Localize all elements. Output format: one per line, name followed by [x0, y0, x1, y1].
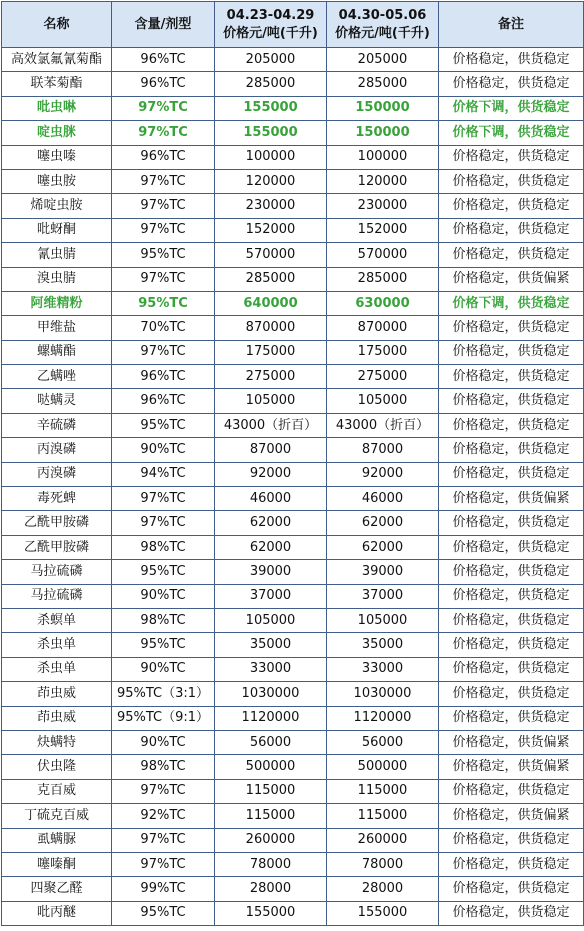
cell-name: 甲维盐 — [2, 316, 112, 340]
cell-spec: 97%TC — [112, 218, 215, 242]
cell-note: 价格稳定，供货稳定 — [439, 169, 584, 193]
table-row — [2, 584, 584, 608]
cell-price-week2: 500000 — [327, 755, 439, 779]
table-body — [2, 48, 584, 926]
cell-price-week1: 78000 — [215, 852, 327, 876]
cell-price-week2: 150000 — [327, 121, 439, 145]
cell-name: 炔螨特 — [2, 730, 112, 754]
cell-name: 吡丙醚 — [2, 901, 112, 925]
cell-name: 丁硫克百威 — [2, 804, 112, 828]
cell-note: 价格下调，供货稳定 — [439, 121, 584, 145]
cell-name: 马拉硫磷 — [2, 584, 112, 608]
cell-price-week1: 28000 — [215, 877, 327, 901]
cell-price-week2: 285000 — [327, 72, 439, 96]
cell-price-week2: 35000 — [327, 633, 439, 657]
cell-name: 联苯菊酯 — [2, 72, 112, 96]
cell-price-week2: 230000 — [327, 194, 439, 218]
cell-price-week2: 39000 — [327, 560, 439, 584]
cell-price-week2: 43000（折百） — [327, 413, 439, 437]
cell-spec: 90%TC — [112, 584, 215, 608]
table-row — [2, 145, 584, 169]
table-row — [2, 730, 584, 754]
table-row — [2, 72, 584, 96]
cell-price-week2: 1120000 — [327, 706, 439, 730]
cell-note: 价格稳定，供货稳定 — [439, 48, 584, 72]
cell-note: 价格稳定，供货稳定 — [439, 779, 584, 803]
cell-name: 茚虫威 — [2, 682, 112, 706]
table-row — [2, 121, 584, 145]
table-row — [2, 218, 584, 242]
cell-price-week1: 39000 — [215, 560, 327, 584]
cell-spec: 97%TC — [112, 340, 215, 364]
cell-name: 四聚乙醛 — [2, 877, 112, 901]
cell-name: 杀螟单 — [2, 608, 112, 632]
cell-price-week2: 1030000 — [327, 682, 439, 706]
cell-price-week2: 870000 — [327, 316, 439, 340]
cell-note: 价格稳定，供货稳定 — [439, 72, 584, 96]
cell-price-week2: 78000 — [327, 852, 439, 876]
cell-spec: 95%TC — [112, 413, 215, 437]
cell-name: 螺螨酯 — [2, 340, 112, 364]
cell-price-week1: 115000 — [215, 779, 327, 803]
cell-name: 烯啶虫胺 — [2, 194, 112, 218]
cell-price-week1: 56000 — [215, 730, 327, 754]
cell-name: 哒螨灵 — [2, 389, 112, 413]
cell-price-week1: 175000 — [215, 340, 327, 364]
cell-note: 价格稳定，供货偏紧 — [439, 804, 584, 828]
cell-price-week1: 1120000 — [215, 706, 327, 730]
cell-price-week2: 260000 — [327, 828, 439, 852]
cell-note: 价格稳定，供货稳定 — [439, 145, 584, 169]
cell-spec: 94%TC — [112, 462, 215, 486]
header-name: 名称 — [2, 2, 112, 48]
cell-name: 马拉硫磷 — [2, 560, 112, 584]
cell-note: 价格稳定，供货偏紧 — [439, 730, 584, 754]
cell-note: 价格稳定，供货偏紧 — [439, 487, 584, 511]
cell-spec: 97%TC — [112, 779, 215, 803]
cell-price-week2: 115000 — [327, 804, 439, 828]
cell-spec: 90%TC — [112, 438, 215, 462]
table-row — [2, 828, 584, 852]
cell-price-week2: 205000 — [327, 48, 439, 72]
cell-price-week2: 28000 — [327, 877, 439, 901]
table-row — [2, 291, 584, 315]
table-row — [2, 267, 584, 291]
cell-price-week1: 37000 — [215, 584, 327, 608]
cell-price-week1: 230000 — [215, 194, 327, 218]
cell-price-week2: 46000 — [327, 487, 439, 511]
table-row — [2, 438, 584, 462]
cell-name: 杀虫单 — [2, 657, 112, 681]
table-row — [2, 96, 584, 120]
cell-price-week1: 870000 — [215, 316, 327, 340]
cell-price-week1: 260000 — [215, 828, 327, 852]
cell-price-week1: 105000 — [215, 389, 327, 413]
cell-note: 价格稳定，供货稳定 — [439, 340, 584, 364]
table-row — [2, 511, 584, 535]
cell-price-week2: 120000 — [327, 169, 439, 193]
cell-price-week1: 87000 — [215, 438, 327, 462]
cell-price-week1: 155000 — [215, 121, 327, 145]
cell-spec: 70%TC — [112, 316, 215, 340]
cell-spec: 97%TC — [112, 194, 215, 218]
cell-spec: 97%TC — [112, 852, 215, 876]
cell-spec: 95%TC — [112, 291, 215, 315]
cell-spec: 95%TC（3:1） — [112, 682, 215, 706]
table-row — [2, 877, 584, 901]
table-row — [2, 48, 584, 72]
cell-note: 价格稳定，供货稳定 — [439, 584, 584, 608]
table-row — [2, 316, 584, 340]
cell-price-week2: 152000 — [327, 218, 439, 242]
table-row — [2, 608, 584, 632]
cell-spec: 97%TC — [112, 121, 215, 145]
cell-note: 价格稳定，供货稳定 — [439, 657, 584, 681]
cell-note: 价格稳定，供货稳定 — [439, 389, 584, 413]
cell-name: 茚虫威 — [2, 706, 112, 730]
cell-price-week2: 62000 — [327, 511, 439, 535]
cell-name: 溴虫腈 — [2, 267, 112, 291]
cell-name: 辛硫磷 — [2, 413, 112, 437]
cell-note: 价格稳定，供货稳定 — [439, 194, 584, 218]
cell-spec: 95%TC — [112, 901, 215, 925]
cell-spec: 96%TC — [112, 389, 215, 413]
table-row — [2, 560, 584, 584]
cell-price-week2: 630000 — [327, 291, 439, 315]
cell-note: 价格稳定，供货稳定 — [439, 877, 584, 901]
cell-price-week2: 285000 — [327, 267, 439, 291]
cell-price-week2: 100000 — [327, 145, 439, 169]
cell-spec: 95%TC — [112, 560, 215, 584]
cell-note: 价格稳定，供货稳定 — [439, 462, 584, 486]
table-row — [2, 852, 584, 876]
cell-price-week1: 285000 — [215, 72, 327, 96]
table-row — [2, 633, 584, 657]
cell-name: 噻虫胺 — [2, 169, 112, 193]
cell-name: 啶虫脒 — [2, 121, 112, 145]
cell-price-week2: 105000 — [327, 608, 439, 632]
header-week2 — [327, 2, 439, 48]
cell-price-week1: 43000（折百） — [215, 413, 327, 437]
cell-price-week2: 62000 — [327, 535, 439, 559]
table-row — [2, 487, 584, 511]
header-week2-date: 04.30-05.06 — [338, 7, 427, 23]
header-note: 备注 — [439, 2, 584, 48]
cell-price-week1: 120000 — [215, 169, 327, 193]
cell-name: 乙螨唑 — [2, 365, 112, 389]
cell-spec: 95%TC（9:1） — [112, 706, 215, 730]
cell-price-week1: 155000 — [215, 901, 327, 925]
cell-price-week1: 205000 — [215, 48, 327, 72]
table-row — [2, 243, 584, 267]
cell-spec: 97%TC — [112, 169, 215, 193]
cell-price-week2: 150000 — [327, 96, 439, 120]
cell-name: 氰虫腈 — [2, 243, 112, 267]
cell-note: 价格稳定，供货稳定 — [439, 535, 584, 559]
cell-price-week2: 275000 — [327, 365, 439, 389]
cell-spec: 90%TC — [112, 730, 215, 754]
header-week1-date: 04.23-04.29 — [226, 7, 315, 23]
cell-note: 价格稳定，供货稳定 — [439, 608, 584, 632]
cell-note: 价格稳定，供货稳定 — [439, 243, 584, 267]
cell-price-week1: 46000 — [215, 487, 327, 511]
cell-name: 吡蚜酮 — [2, 218, 112, 242]
table-row — [2, 169, 584, 193]
table-row — [2, 340, 584, 364]
cell-price-week1: 62000 — [215, 535, 327, 559]
cell-spec: 98%TC — [112, 608, 215, 632]
cell-spec: 92%TC — [112, 804, 215, 828]
cell-note: 价格稳定，供货稳定 — [439, 413, 584, 437]
cell-note: 价格稳定，供货稳定 — [439, 316, 584, 340]
cell-name: 噻嗪酮 — [2, 852, 112, 876]
cell-name: 杀虫单 — [2, 633, 112, 657]
cell-spec: 97%TC — [112, 96, 215, 120]
cell-name: 噻虫嗪 — [2, 145, 112, 169]
cell-price-week1: 92000 — [215, 462, 327, 486]
cell-name: 乙酰甲胺磷 — [2, 511, 112, 535]
cell-name: 丙溴磷 — [2, 438, 112, 462]
cell-spec: 99%TC — [112, 877, 215, 901]
cell-note: 价格稳定，供货稳定 — [439, 633, 584, 657]
cell-price-week1: 35000 — [215, 633, 327, 657]
cell-name: 丙溴磷 — [2, 462, 112, 486]
cell-price-week1: 152000 — [215, 218, 327, 242]
cell-spec: 97%TC — [112, 267, 215, 291]
cell-spec: 90%TC — [112, 657, 215, 681]
cell-price-week1: 155000 — [215, 96, 327, 120]
cell-price-week1: 100000 — [215, 145, 327, 169]
header-week1-unit: 价格元/吨(千升) — [223, 25, 318, 41]
price-table-sheet — [1, 1, 583, 929]
cell-price-week2: 175000 — [327, 340, 439, 364]
cell-name: 克百威 — [2, 779, 112, 803]
cell-spec: 96%TC — [112, 48, 215, 72]
cell-spec: 98%TC — [112, 535, 215, 559]
table-row — [2, 365, 584, 389]
cell-name: 吡虫啉 — [2, 96, 112, 120]
cell-note: 价格稳定，供货稳定 — [439, 706, 584, 730]
cell-name: 阿维精粉 — [2, 291, 112, 315]
table-row — [2, 389, 584, 413]
cell-price-week1: 640000 — [215, 291, 327, 315]
cell-price-week1: 285000 — [215, 267, 327, 291]
cell-price-week2: 37000 — [327, 584, 439, 608]
cell-spec: 95%TC — [112, 633, 215, 657]
cell-note: 价格稳定，供货稳定 — [439, 901, 584, 925]
cell-price-week1: 500000 — [215, 755, 327, 779]
table-row — [2, 413, 584, 437]
cell-price-week1: 115000 — [215, 804, 327, 828]
table-row — [2, 779, 584, 803]
cell-price-week2: 56000 — [327, 730, 439, 754]
cell-name: 毒死蜱 — [2, 487, 112, 511]
cell-name: 高效氯氟氰菊酯 — [2, 48, 112, 72]
cell-note: 价格下调，供货稳定 — [439, 96, 584, 120]
cell-note: 价格下调，供货稳定 — [439, 291, 584, 315]
cell-spec: 96%TC — [112, 145, 215, 169]
cell-price-week1: 105000 — [215, 608, 327, 632]
table-row — [2, 194, 584, 218]
cell-price-week2: 105000 — [327, 389, 439, 413]
cell-price-week2: 115000 — [327, 779, 439, 803]
table-header-row — [2, 2, 584, 48]
cell-name: 乙酰甲胺磷 — [2, 535, 112, 559]
cell-spec: 96%TC — [112, 72, 215, 96]
cell-note: 价格稳定，供货偏紧 — [439, 755, 584, 779]
cell-spec: 98%TC — [112, 755, 215, 779]
cell-note: 价格稳定，供货稳定 — [439, 682, 584, 706]
cell-spec: 95%TC — [112, 243, 215, 267]
cell-note: 价格稳定，供货稳定 — [439, 828, 584, 852]
cell-price-week2: 92000 — [327, 462, 439, 486]
header-week1 — [215, 2, 327, 48]
cell-price-week1: 275000 — [215, 365, 327, 389]
cell-price-week1: 33000 — [215, 657, 327, 681]
table-row — [2, 657, 584, 681]
table-row — [2, 462, 584, 486]
cell-note: 价格稳定，供货稳定 — [439, 365, 584, 389]
cell-note: 价格稳定，供货稳定 — [439, 560, 584, 584]
cell-name: 伏虫隆 — [2, 755, 112, 779]
cell-price-week1: 570000 — [215, 243, 327, 267]
cell-price-week2: 33000 — [327, 657, 439, 681]
table-row — [2, 682, 584, 706]
cell-spec: 96%TC — [112, 365, 215, 389]
table-row — [2, 804, 584, 828]
table-row — [2, 755, 584, 779]
cell-note: 价格稳定，供货稳定 — [439, 438, 584, 462]
cell-spec: 97%TC — [112, 487, 215, 511]
cell-note: 价格稳定，供货稳定 — [439, 511, 584, 535]
price-table — [1, 1, 584, 926]
cell-price-week2: 570000 — [327, 243, 439, 267]
cell-price-week2: 87000 — [327, 438, 439, 462]
cell-spec: 97%TC — [112, 828, 215, 852]
table-row — [2, 901, 584, 925]
header-spec: 含量/剂型 — [112, 2, 215, 48]
cell-name: 虱螨脲 — [2, 828, 112, 852]
cell-price-week1: 62000 — [215, 511, 327, 535]
cell-price-week2: 155000 — [327, 901, 439, 925]
table-row — [2, 706, 584, 730]
header-week2-unit: 价格元/吨(千升) — [335, 25, 430, 41]
cell-note: 价格稳定，供货稳定 — [439, 852, 584, 876]
cell-note: 价格稳定，供货偏紧 — [439, 267, 584, 291]
cell-spec: 97%TC — [112, 511, 215, 535]
cell-note: 价格稳定，供货稳定 — [439, 218, 584, 242]
table-row — [2, 535, 584, 559]
cell-price-week1: 1030000 — [215, 682, 327, 706]
